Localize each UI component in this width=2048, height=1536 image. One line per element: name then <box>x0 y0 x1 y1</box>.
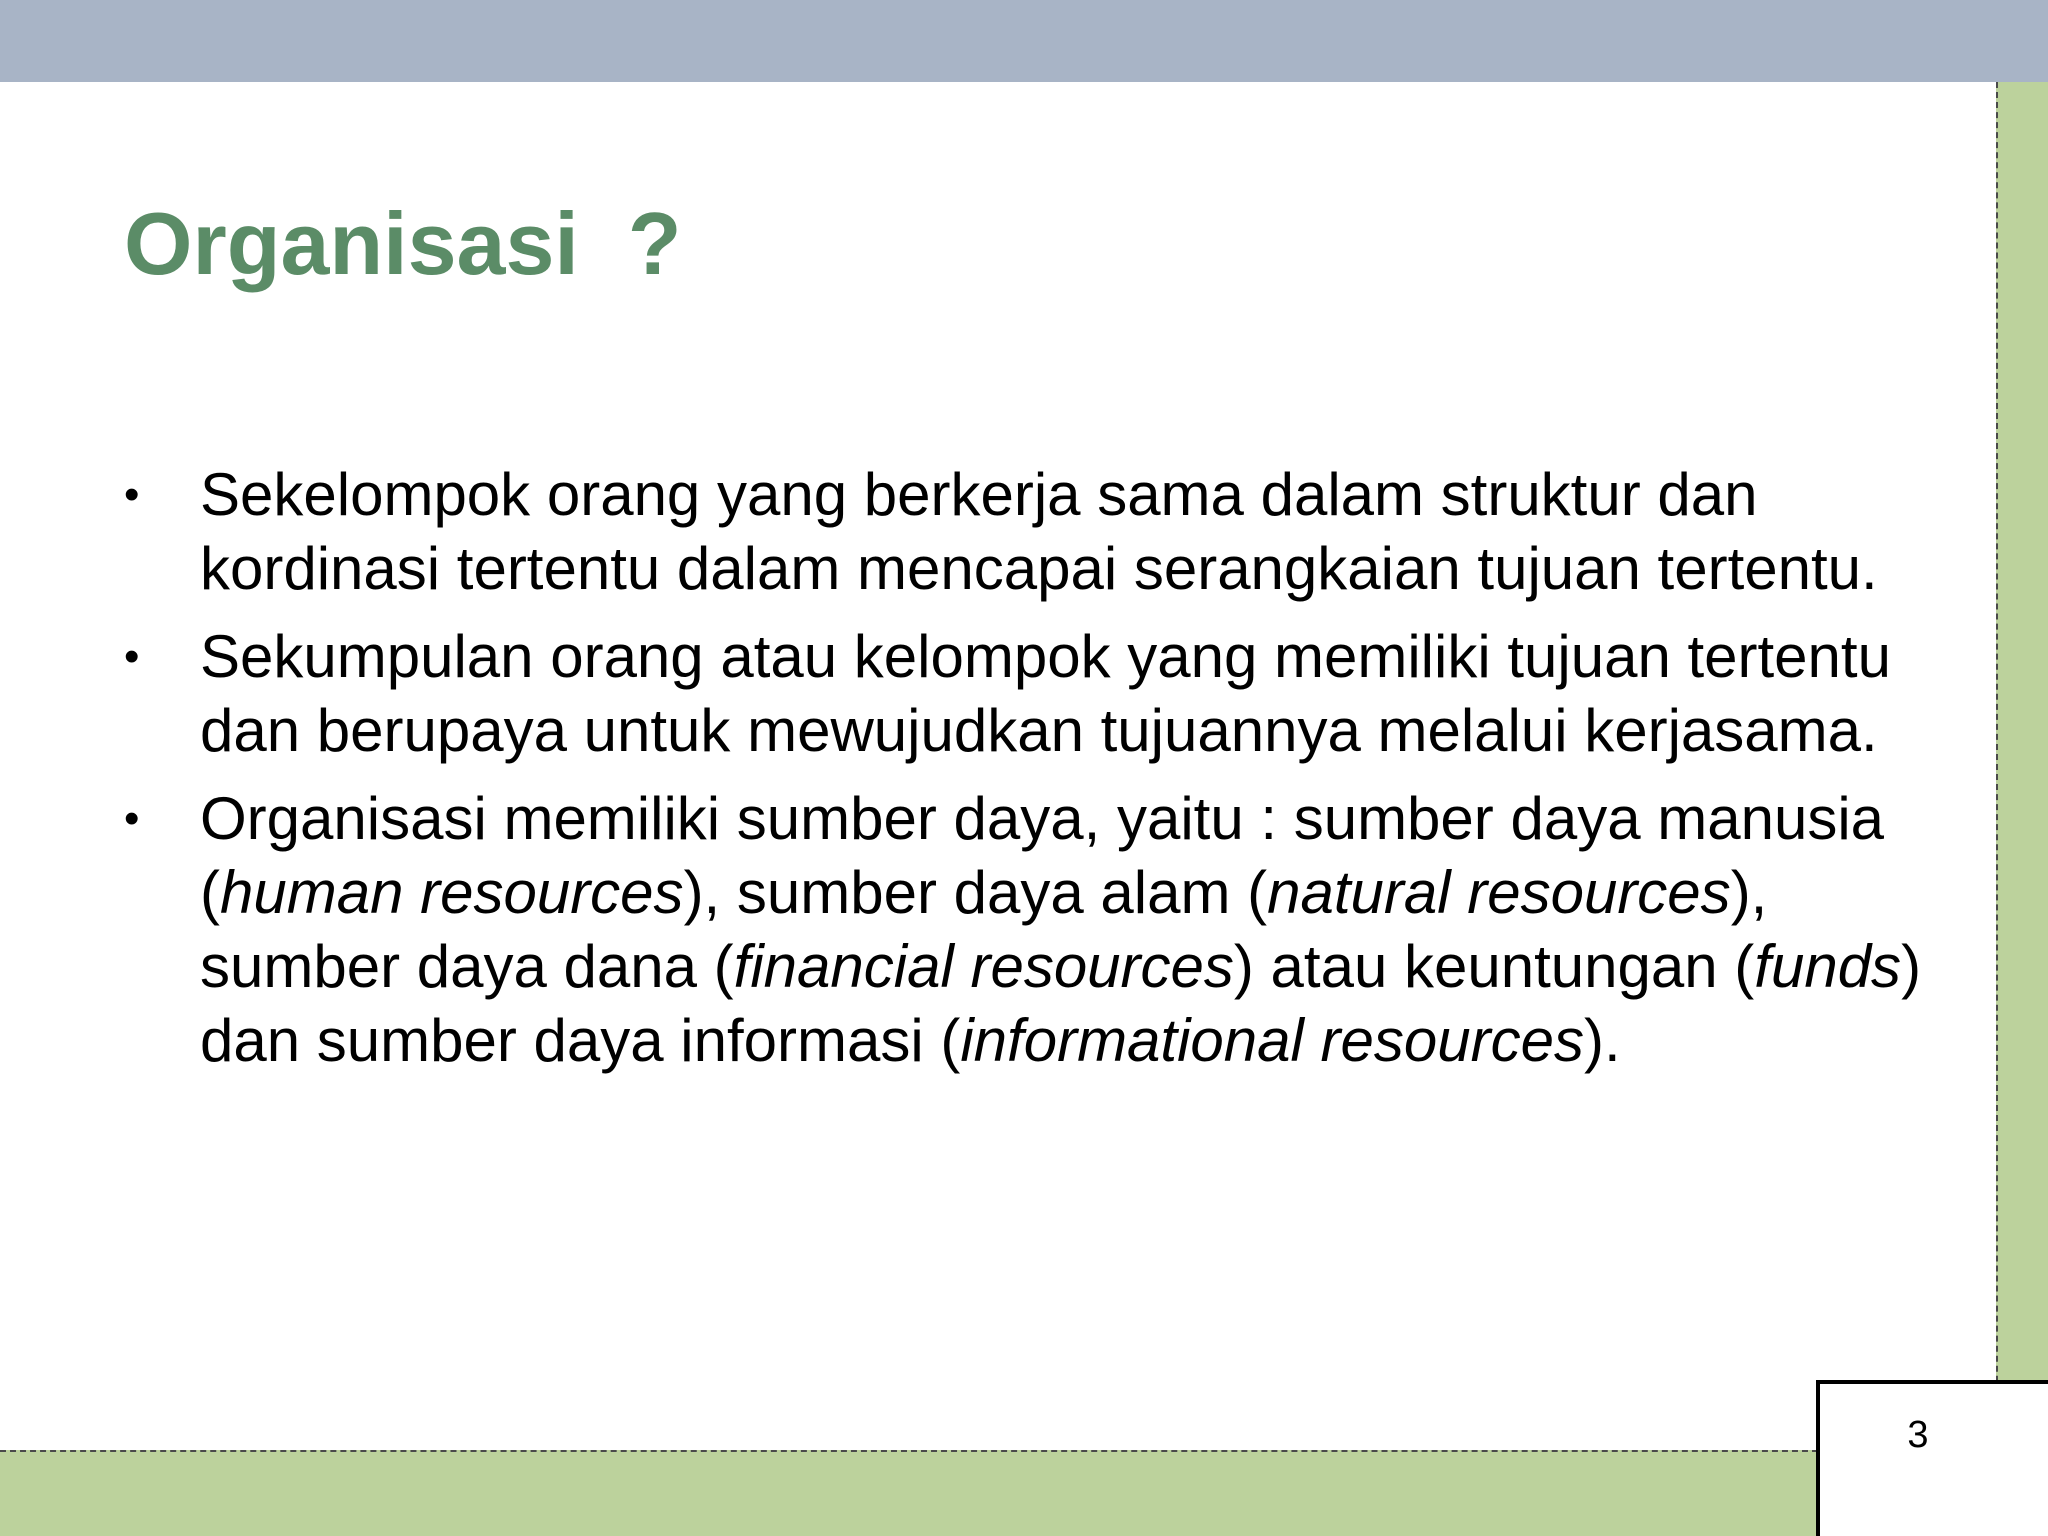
bullet-icon: • <box>124 632 140 681</box>
page-number: 3 <box>1907 1414 1929 1456</box>
term-natural-resources: natural resources <box>1267 859 1731 926</box>
bullet-text: Sekumpulan orang atau kelompok yang memiliki tujuan tertentu dan berupaya untuk mewujudkan tujuannya melalui kerjasama. <box>200 623 1891 764</box>
text-segment: Organisasi memiliki sumber daya, yaitu : sumber daya manusia ( <box>200 785 1885 926</box>
bullet-text <box>200 785 1921 1074</box>
top-header-bar <box>0 0 2048 82</box>
bullet-text: Sekelompok orang yang berkerja sama dalam struktur dan kordinasi tertentu dalam mencapai serangkaian tujuan tertentu. <box>200 461 1878 602</box>
text-segment: ) atau keuntungan ( <box>1233 933 1755 1000</box>
bullet-icon: • <box>124 794 140 843</box>
term-informational-resources: informational resources <box>960 1007 1584 1074</box>
text-segment: ), sumber daya dana ( <box>200 859 1768 1000</box>
bullet-icon: • <box>124 470 140 519</box>
bullet-item-resources <box>124 782 1924 1078</box>
text-segment: ) dan sumber daya informasi ( <box>200 933 1922 1074</box>
slide-title: Organisasi ? <box>124 194 682 293</box>
term-financial-resources: financial resources <box>733 933 1234 1000</box>
text-segment: ), sumber daya alam ( <box>683 859 1268 926</box>
bullet-item-definition-2 <box>124 620 1924 768</box>
bullet-list <box>124 458 1924 1092</box>
term-funds: funds <box>1754 933 1902 1000</box>
text-segment: ). <box>1583 1007 1621 1074</box>
term-human-resources: human resources <box>219 859 684 926</box>
bullet-item-definition-1 <box>124 458 1924 606</box>
bottom-accent-bar <box>0 1450 1818 1536</box>
right-accent-bar <box>1996 82 2048 1452</box>
page-number-box <box>1816 1380 2048 1536</box>
